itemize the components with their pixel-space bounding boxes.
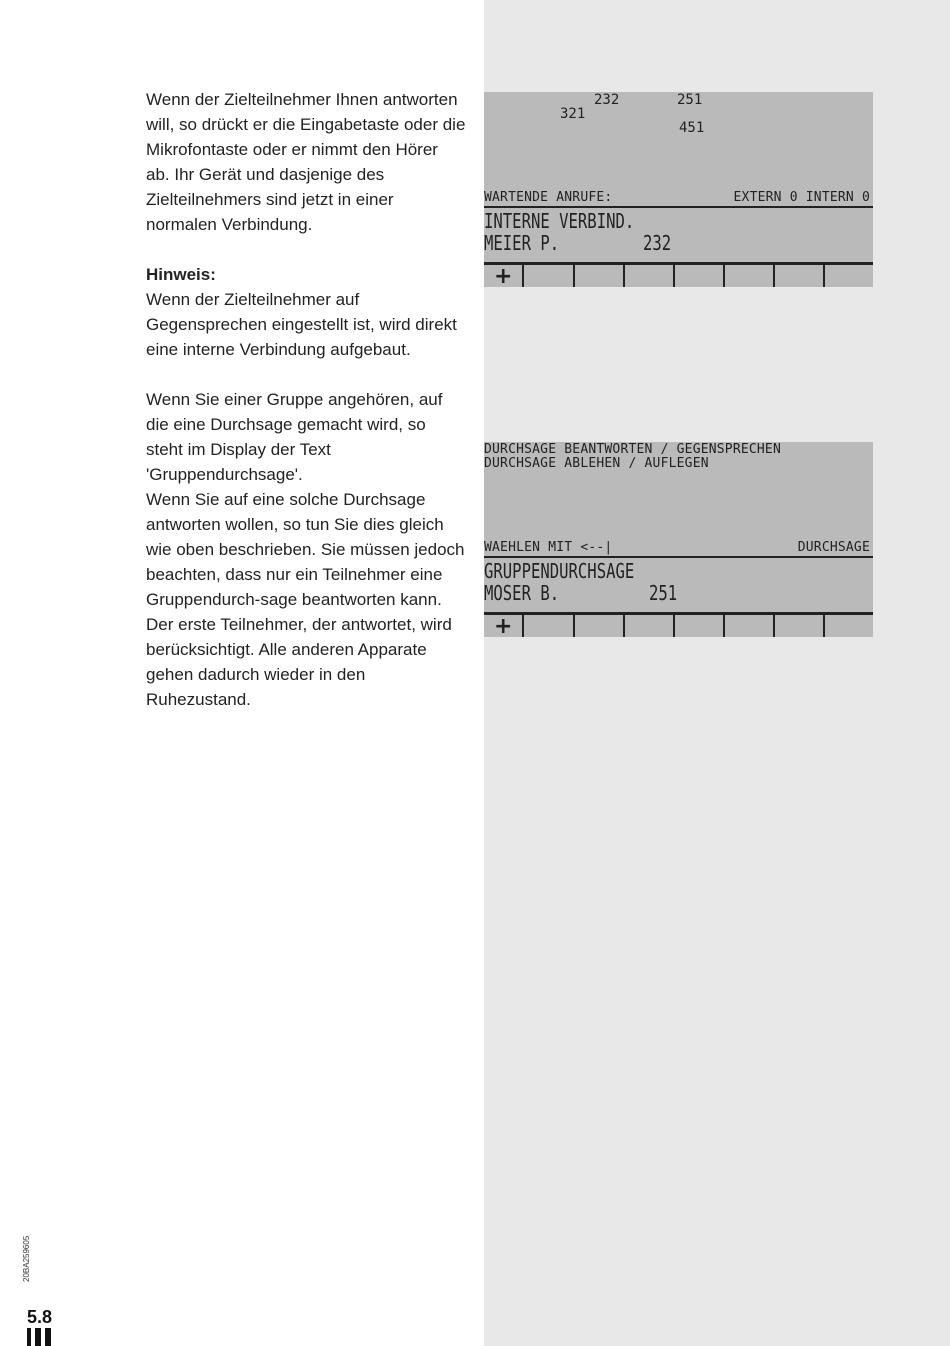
softkey-row bbox=[484, 612, 873, 637]
note-body: Wenn der Zielteilnehmer auf Gegensprechen eingestellt ist, wird direkt eine interne Verbindung aufgebaut. bbox=[146, 290, 457, 359]
display-divider bbox=[484, 556, 873, 558]
status-announcement: DURCHSAGE bbox=[797, 540, 870, 555]
softkey-plus[interactable]: + bbox=[484, 265, 524, 287]
softkey[interactable] bbox=[675, 615, 725, 637]
display-divider bbox=[484, 206, 873, 208]
note-heading: Hinweis: bbox=[146, 265, 216, 284]
display-line-group-announcement: GRUPPENDURCHSAGE bbox=[484, 559, 635, 583]
phone-display-internal-call bbox=[484, 92, 873, 287]
body-text-column bbox=[146, 87, 466, 712]
softkey[interactable] bbox=[524, 265, 574, 287]
display-line-caller-name: MEIER P. bbox=[484, 231, 560, 255]
paragraph-answer: Wenn der Zielteilnehmer Ihnen antworten will, so drückt er die Eingabetaste oder die Mikrofontaste oder er nimmt den Hörer ab. Ihr Gerät und dasjenige des Zielteilnehmers sind jetzt in einer normalen Verbindung. bbox=[146, 90, 466, 234]
softkey[interactable] bbox=[575, 265, 625, 287]
softkey[interactable] bbox=[775, 265, 825, 287]
softkey[interactable] bbox=[725, 265, 775, 287]
softkey[interactable] bbox=[625, 265, 675, 287]
softkey[interactable] bbox=[524, 615, 574, 637]
paragraph-group: Wenn Sie einer Gruppe angehören, auf die eine Durchsage gemacht wird, so steht im Display der Text 'Gruppendurchsage'. bbox=[146, 390, 443, 484]
softkey-plus[interactable]: + bbox=[484, 615, 524, 637]
status-select-with: WAEHLEN MIT <--| bbox=[484, 540, 613, 555]
document-code: 20BA259605 bbox=[22, 1235, 31, 1282]
softkey[interactable] bbox=[825, 265, 873, 287]
softkey[interactable] bbox=[675, 265, 725, 287]
display-line-caller-number: 232 bbox=[643, 231, 672, 255]
display-instruction-line: DURCHSAGE BEANTWORTEN / GEGENSPRECHEN bbox=[484, 442, 781, 457]
phone-display-group-announcement bbox=[484, 442, 873, 637]
softkey[interactable] bbox=[725, 615, 775, 637]
softkey[interactable] bbox=[775, 615, 825, 637]
display-line-connection: INTERNE VERBIND. bbox=[484, 209, 635, 233]
softkey[interactable] bbox=[575, 615, 625, 637]
status-waiting-calls: WARTENDE ANRUFE: bbox=[484, 190, 613, 205]
page-bar-mark-icon bbox=[27, 1328, 53, 1346]
display-instruction-line: DURCHSAGE ABLEHEN / AUFLEGEN bbox=[484, 456, 709, 471]
status-extern-intern: EXTERN 0 INTERN 0 bbox=[733, 190, 870, 205]
softkey[interactable] bbox=[625, 615, 675, 637]
softkey-row bbox=[484, 262, 873, 287]
display-number: 451 bbox=[679, 120, 705, 136]
display-number: 232 bbox=[594, 92, 620, 108]
paragraph-group-answer: Wenn Sie auf eine solche Durchsage antworten wollen, so tun Sie dies gleich wie oben beschrieben. Sie müssen jedoch beachten, dass nur ein Teilnehmer eine Gruppendurch-sage beantworten kann. Der erste Teilnehmer, der antwortet, wird berücksichtigt. Alle anderen Apparate gehen dadurch wieder in den Ruhezustand. bbox=[146, 490, 465, 709]
display-line-caller-number: 251 bbox=[649, 581, 678, 605]
display-number: 251 bbox=[677, 92, 703, 108]
page-number: 5.8 bbox=[27, 1307, 53, 1327]
display-line-caller-name: MOSER B. bbox=[484, 581, 560, 605]
softkey[interactable] bbox=[825, 615, 873, 637]
display-number: 321 bbox=[560, 106, 586, 122]
